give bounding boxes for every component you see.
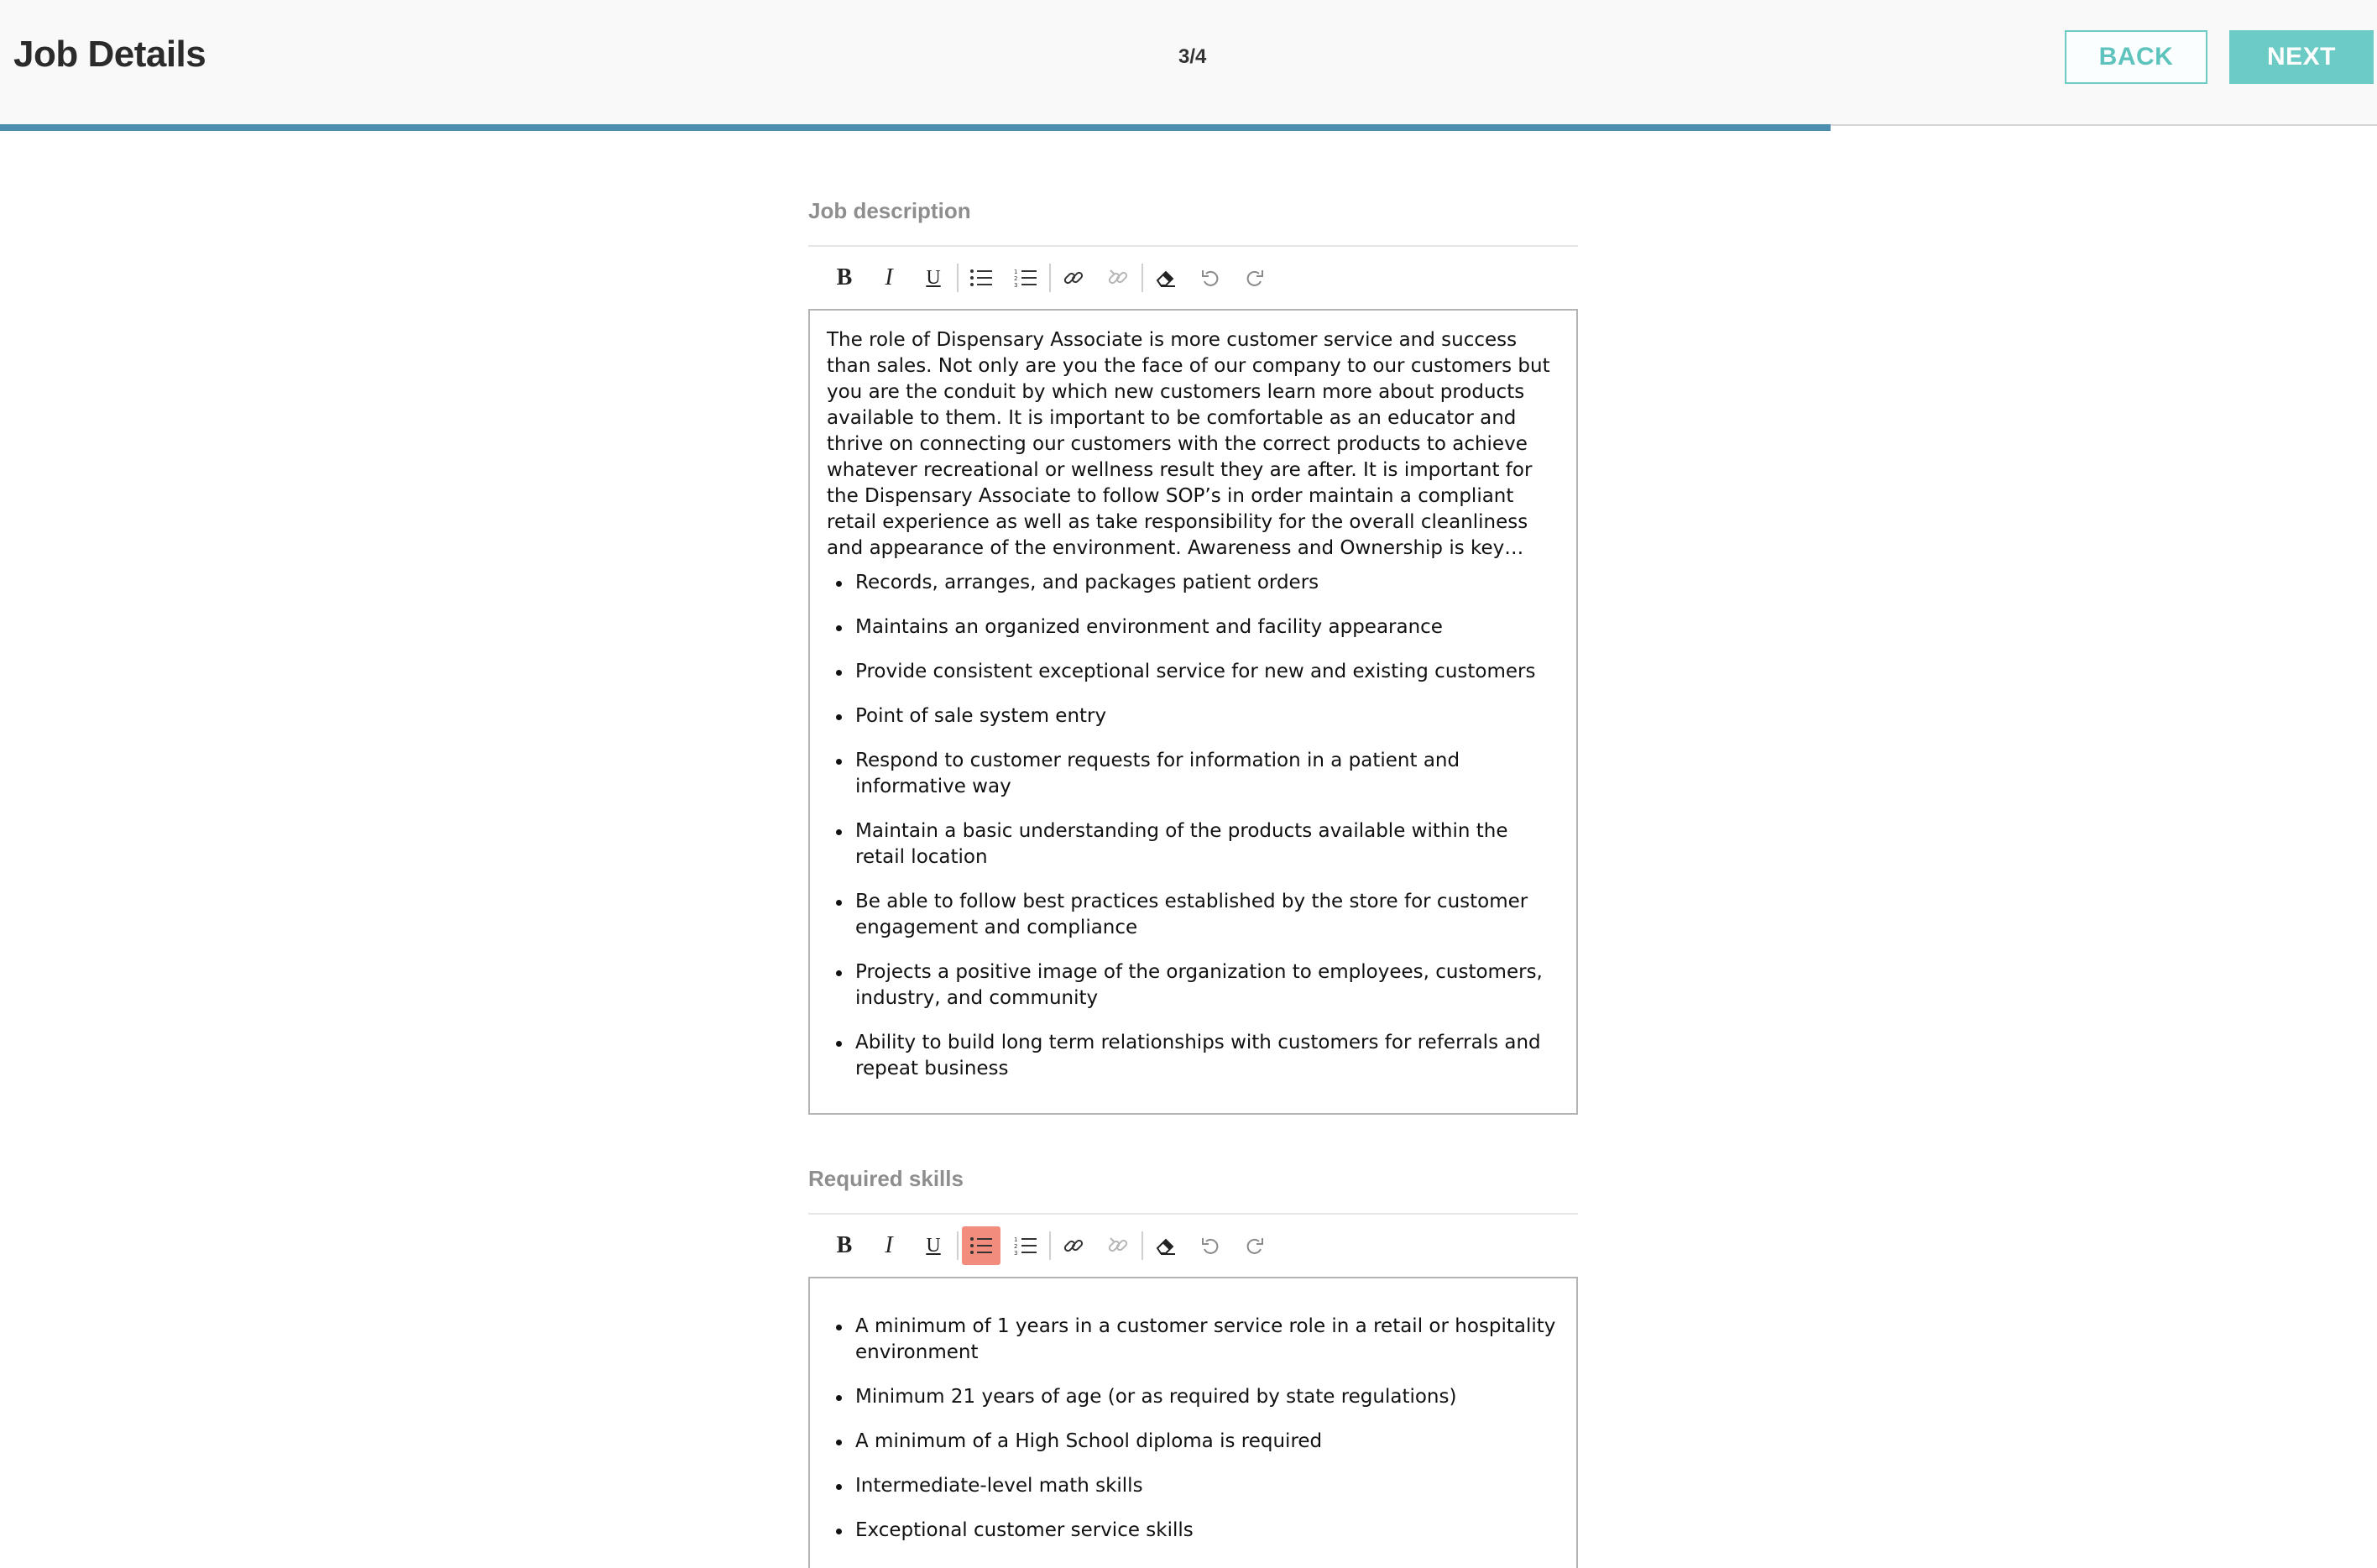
bold-button[interactable]	[825, 259, 864, 297]
link-button[interactable]	[1054, 259, 1093, 297]
list-item: Intermediate-level math skills	[827, 1473, 1559, 1499]
list-item: Records, arranges, and packages patient orders	[827, 570, 1559, 596]
list-item: Provide consistent exceptional service for new and existing customers	[827, 659, 1559, 685]
page-title: Job Details	[13, 34, 206, 75]
list-item: Be able to follow best practices established by the store for customer engagement and compliance	[827, 889, 1559, 941]
list-item: Exceptional customer service skills	[827, 1518, 1559, 1544]
underline-icon: U	[926, 1235, 941, 1257]
undo-button[interactable]	[1191, 1226, 1230, 1265]
svg-text:3: 3	[1014, 282, 1018, 288]
italic-icon: I	[885, 264, 893, 290]
underline-button[interactable]	[914, 259, 953, 297]
next-button[interactable]: NEXT	[2229, 30, 2374, 84]
redo-icon	[1244, 1235, 1266, 1257]
toolbar-divider	[957, 1231, 959, 1260]
job-description-list	[827, 570, 1559, 1082]
list-item: Minimum 21 years of age (or as required by state regulations)	[827, 1384, 1559, 1410]
list-item: Maintains an organized environment and facility appearance	[827, 614, 1559, 640]
eraser-button[interactable]	[1147, 1226, 1185, 1265]
eraser-icon	[1155, 267, 1177, 289]
redo-icon	[1244, 267, 1266, 289]
unlink-icon	[1107, 267, 1129, 289]
svg-text:2: 2	[1014, 275, 1018, 282]
list-item: A minimum of a High School diploma is required	[827, 1429, 1559, 1455]
toolbar-divider	[1049, 264, 1051, 292]
bullet-list-button[interactable]	[962, 259, 1000, 297]
toolbar-divider	[1141, 264, 1143, 292]
bold-icon: B	[836, 264, 853, 290]
link-icon	[1063, 267, 1084, 289]
italic-button[interactable]	[870, 259, 908, 297]
bold-icon: B	[836, 1232, 853, 1258]
bullet-list-button[interactable]	[962, 1226, 1000, 1265]
bullet-list-icon	[969, 1236, 993, 1256]
redo-button[interactable]	[1236, 1226, 1274, 1265]
required-skills-list	[827, 1314, 1559, 1544]
eraser-icon	[1155, 1235, 1177, 1257]
numbered-list-icon	[1014, 268, 1037, 288]
eraser-button[interactable]	[1147, 259, 1185, 297]
unlink-button[interactable]	[1099, 259, 1137, 297]
job-description-label: Job description	[808, 198, 971, 223]
link-button[interactable]	[1054, 1226, 1093, 1265]
underline-button[interactable]	[914, 1226, 953, 1265]
toolbar-divider	[1141, 1231, 1143, 1260]
required-skills-toolbar	[808, 1213, 1578, 1277]
numbered-list-button[interactable]	[1006, 259, 1045, 297]
italic-button[interactable]	[870, 1226, 908, 1265]
list-item: A minimum of 1 years in a customer service role in a retail or hospitality environment	[827, 1314, 1559, 1366]
numbered-list-icon	[1014, 1236, 1037, 1256]
list-item: Ability to build long term relationships with customers for referrals and repeat business	[827, 1030, 1559, 1082]
underline-icon: U	[926, 267, 941, 289]
svg-text:2: 2	[1014, 1243, 1018, 1250]
progress-fill	[0, 124, 1831, 131]
required-skills-label: Required skills	[808, 1166, 964, 1191]
svg-text:1: 1	[1014, 1236, 1018, 1243]
job-description-toolbar	[808, 245, 1578, 309]
list-item: Maintain a basic understanding of the products available within the retail location	[827, 818, 1559, 870]
job-description-section	[808, 198, 1578, 1079]
list-item: Point of sale system entry	[827, 703, 1559, 729]
toolbar-divider	[957, 264, 959, 292]
job-description-paragraph: The role of Dispensary Associate is more customer service and success than sales. Not only are you the face of our company to our customers but you are the conduit by which new customers learn more about products available to them. It is important to be comfortable as an educator and thrive on connecting our customers with the correct products to achieve whatever recreational or wellness result they are after. It is important for the Dispensary Associate to follow SOP’s in order maintain a compliant retail experience as well as take responsibility for the overall cleanliness and appearance of the environment. Awareness and Ownership is key…	[827, 329, 1550, 559]
step-indicator: 3/4	[1178, 45, 1207, 68]
job-description-editor[interactable]	[808, 309, 1578, 1115]
undo-icon	[1199, 267, 1221, 289]
numbered-list-button[interactable]	[1006, 1226, 1045, 1265]
redo-button[interactable]	[1236, 259, 1274, 297]
bullet-list-icon	[969, 268, 993, 288]
unlink-icon	[1107, 1235, 1129, 1257]
bold-button[interactable]	[825, 1226, 864, 1265]
svg-text:3: 3	[1014, 1250, 1018, 1256]
toolbar-divider	[1049, 1231, 1051, 1260]
undo-button[interactable]	[1191, 259, 1230, 297]
top-bar	[0, 0, 2377, 126]
required-skills-editor[interactable]	[808, 1277, 1578, 1568]
italic-icon: I	[885, 1232, 893, 1258]
link-icon	[1063, 1235, 1084, 1257]
svg-text:1: 1	[1014, 269, 1018, 275]
required-skills-section	[808, 1166, 1578, 1541]
unlink-button[interactable]	[1099, 1226, 1137, 1265]
list-item: Projects a positive image of the organization to employees, customers, industry, and community	[827, 959, 1559, 1011]
undo-icon	[1199, 1235, 1221, 1257]
list-item: Respond to customer requests for information in a patient and informative way	[827, 748, 1559, 800]
progress-bar	[0, 124, 2377, 131]
back-button[interactable]: BACK	[2065, 30, 2207, 84]
